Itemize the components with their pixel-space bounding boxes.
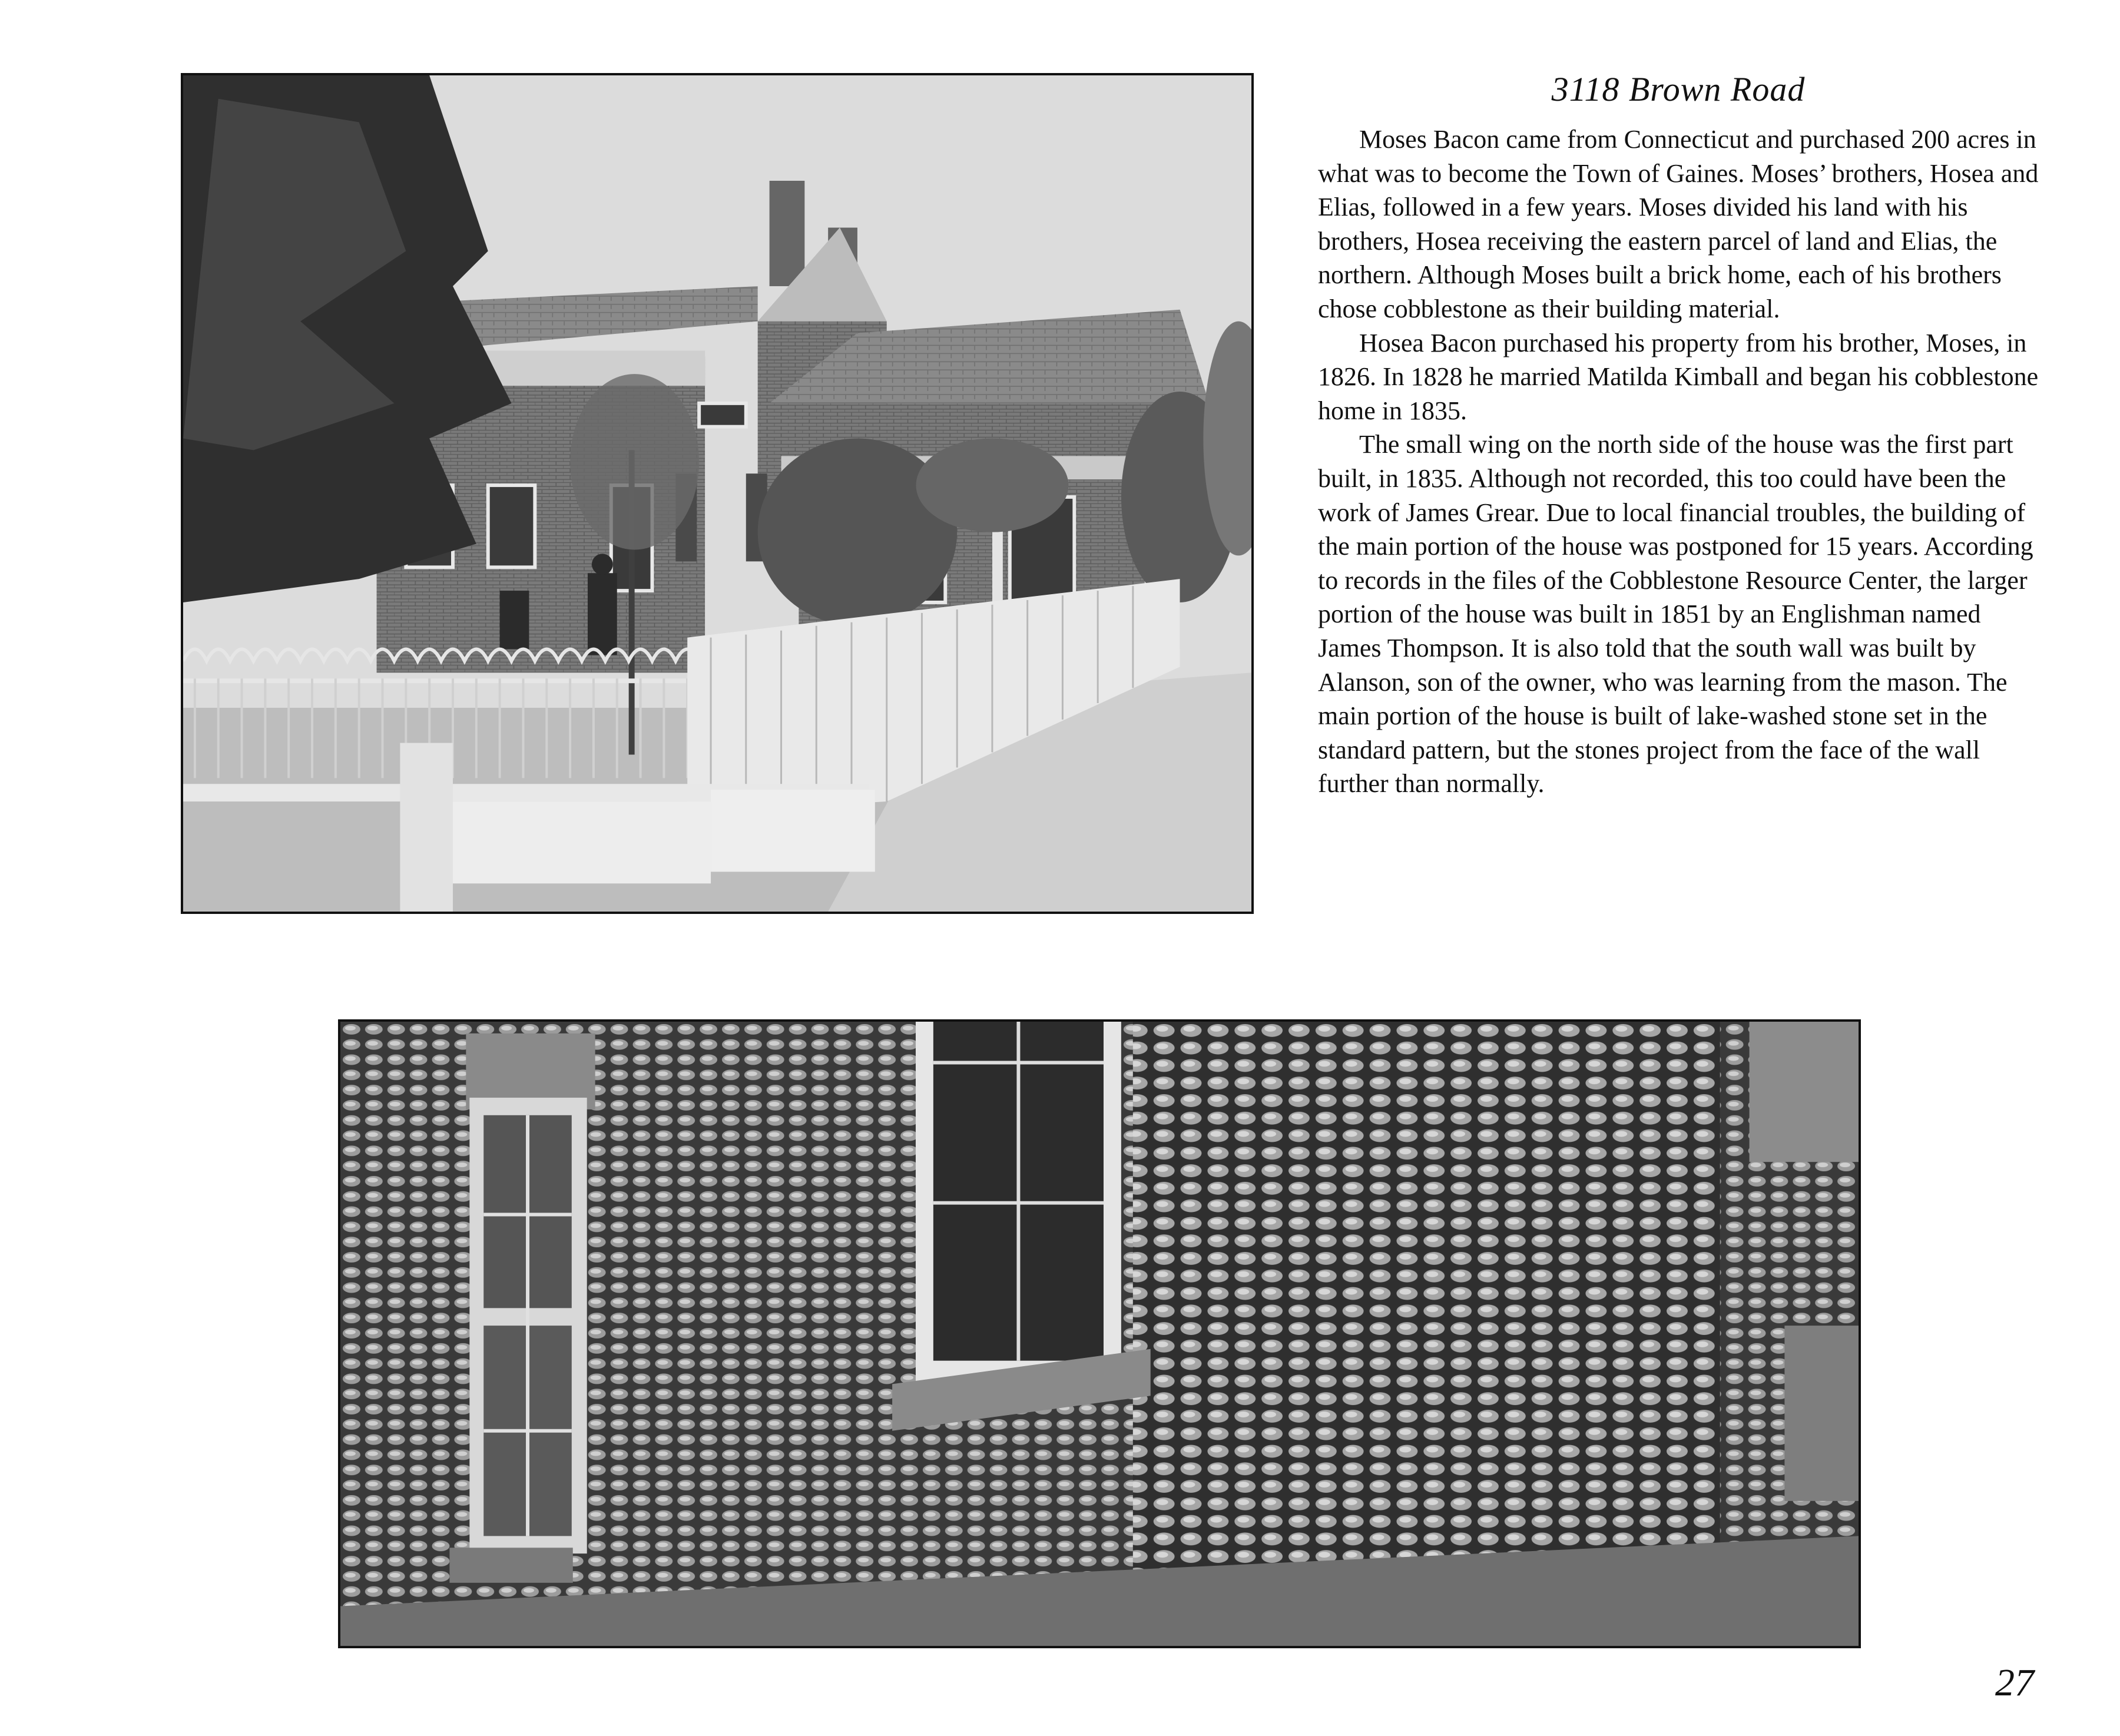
historic-house-photo	[181, 73, 1254, 914]
house-illustration	[183, 75, 1251, 912]
wall-illustration	[340, 1022, 1859, 1646]
cobblestone-wall-photo	[338, 1019, 1861, 1648]
paragraph-3: The small wing on the north side of the house was the first part built, in 1835. Although not recorded, this too could have been the work of James Grear. Due to local financial troubles, the building of the main portion of the house was postponed for 15 years. According to records in the files of the Cobblestone Resource Center, the larger portion of the house was built in 1851 by an Englishman named James Thompson. It is also told that the south wall was built by Alanson, son of the owner, who was learning from the mason. The main portion of the house is built of lake-washed stone set in the standard pattern, but the stones project from the face of the wall further than normally.	[1318, 430, 2033, 799]
page-title: 3118 Brown Road	[1551, 70, 1806, 108]
paragraph-2: Hosea Bacon purchased his property from his brother, Moses, in 1826. In 1828 he married Matilda Kimball and began his cobblestone home in 1835.	[1318, 328, 2039, 425]
paragraph-1: Moses Bacon came from Connecticut and purchased 200 acres in what was to become the Town of Gaines. Moses’ brothers, Hosea and Elias, followed in a few years. Moses divided his land with his brothers, Hosea receiving the eastern parcel of land and Elias, the northern. Although Moses built a brick home, each of his brothers chose cobblestone as their building material.	[1318, 125, 2039, 323]
page-number: 27	[1995, 1661, 2034, 1704]
article-text	[1318, 122, 2042, 801]
